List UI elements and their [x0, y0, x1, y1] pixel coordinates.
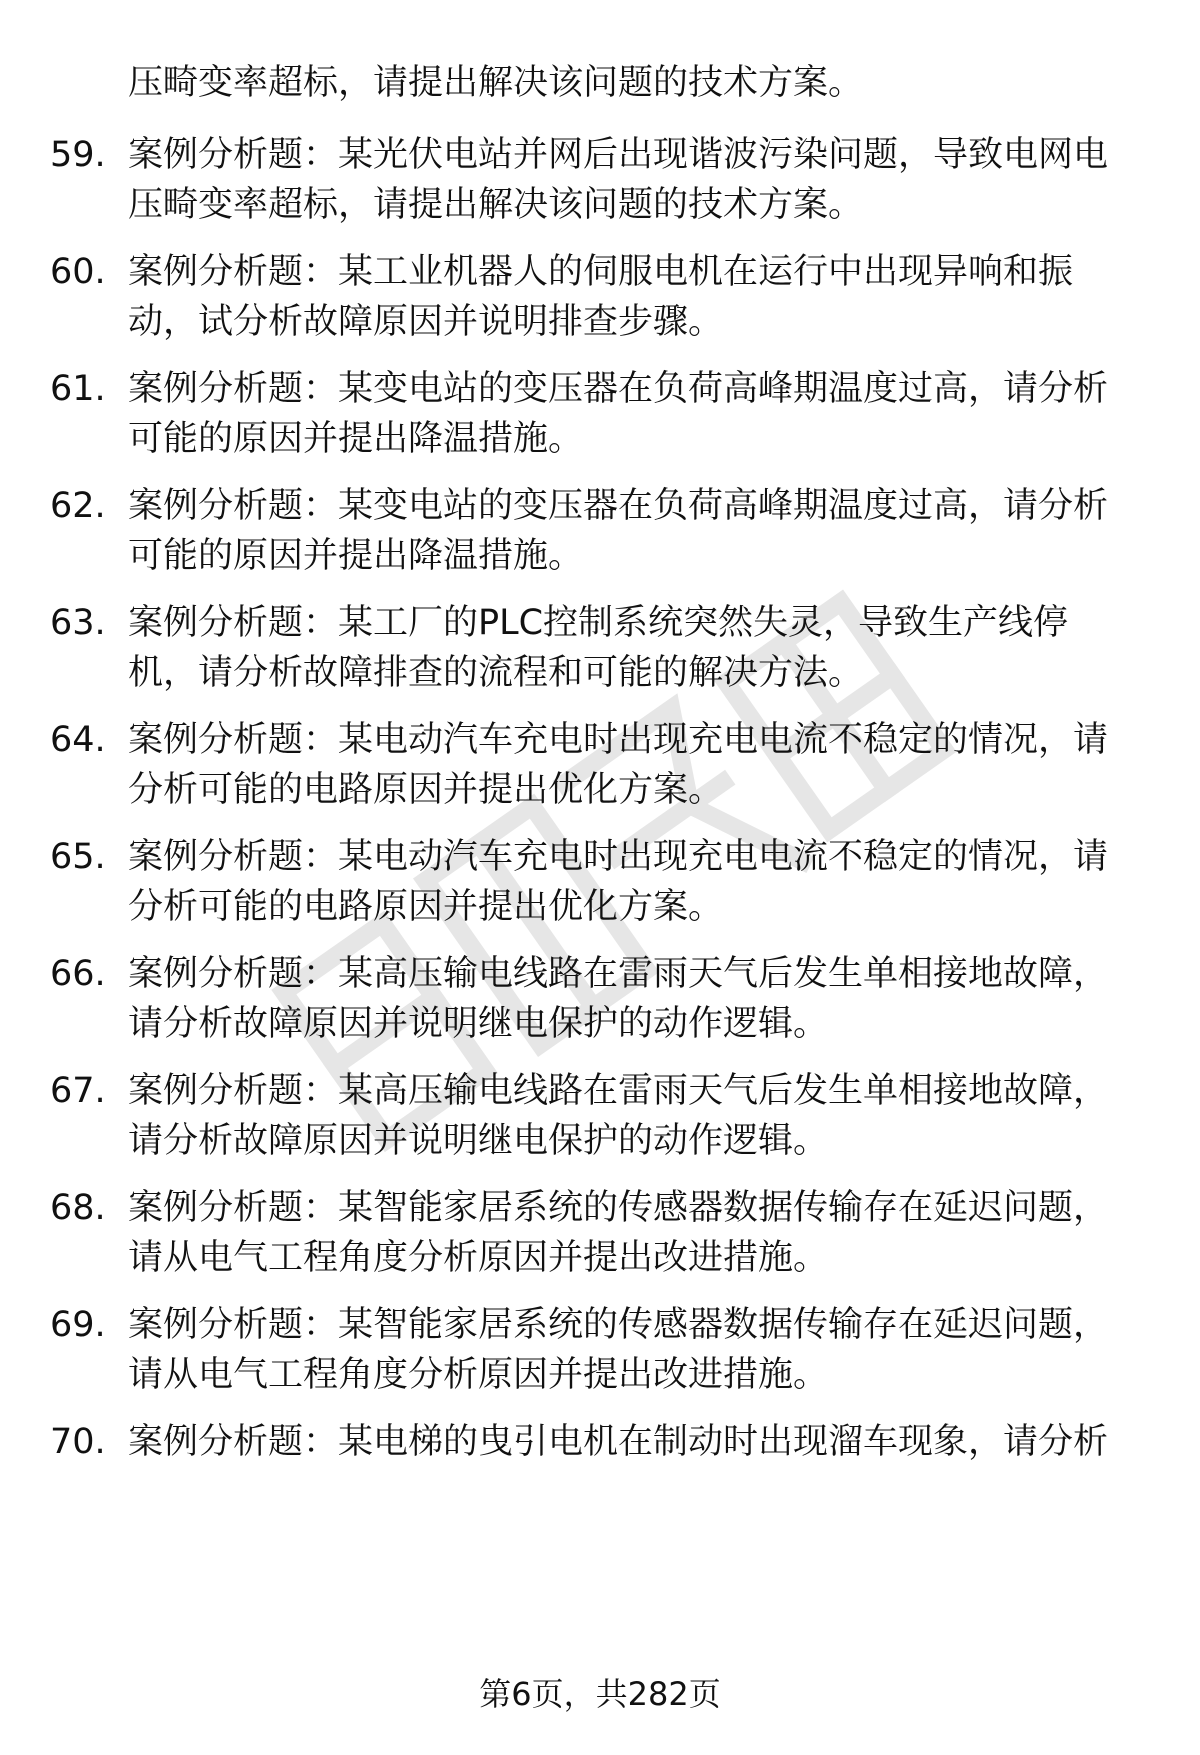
- question-text-line: 请分析故障原因并说明继电保护的动作逻辑。: [128, 1004, 829, 1044]
- question-text-line: 案例分析题：某变电站的变压器在负荷高峰期温度过高，请分析: [128, 486, 1109, 526]
- question-number: 64.: [50, 720, 106, 760]
- question-number: 63.: [50, 603, 106, 643]
- question-number: 67.: [50, 1071, 106, 1111]
- question-text-line: 案例分析题：某光伏电站并网后出现谐波污染问题，导致电网电: [128, 135, 1109, 175]
- question-text-line: 请从电气工程角度分析原因并提出改进措施。: [128, 1355, 829, 1395]
- question-text-line: 请分析故障原因并说明继电保护的动作逻辑。: [128, 1121, 829, 1161]
- question-text-line: 可能的原因并提出降温措施。: [128, 419, 584, 459]
- question-number: 68.: [50, 1188, 106, 1228]
- question-text-line: 案例分析题：某变电站的变压器在负荷高峰期温度过高，请分析: [128, 369, 1109, 409]
- question-number: 61.: [50, 369, 106, 409]
- page-number-footer: 第6页，共282页: [479, 1675, 721, 1713]
- question-text-line: 案例分析题：某工业机器人的伺服电机在运行中出现异响和振: [128, 252, 1074, 292]
- question-number: 69.: [50, 1305, 106, 1345]
- question-text-line: 案例分析题：某高压输电线路在雷雨天气后发生单相接地故障，: [128, 954, 1109, 994]
- question-text-line: 分析可能的电路原因并提出优化方案。: [128, 770, 724, 810]
- question-text-line: 案例分析题：某智能家居系统的传感器数据传输存在延迟问题，: [128, 1305, 1109, 1345]
- continued-question-text: 压畸变率超标，请提出解决该问题的技术方案。: [128, 63, 864, 103]
- question-text-line: 请从电气工程角度分析原因并提出改进措施。: [128, 1238, 829, 1278]
- question-text-line: 动，试分析故障原因并说明排查步骤。: [128, 302, 724, 342]
- question-text-line: 案例分析题：某高压输电线路在雷雨天气后发生单相接地故障，: [128, 1071, 1109, 1111]
- question-text-line: 压畸变率超标，请提出解决该问题的技术方案。: [128, 185, 864, 225]
- question-text-line: 案例分析题：某电动汽车充电时出现充电电流不稳定的情况，请: [128, 720, 1109, 760]
- question-text-line: 分析可能的电路原因并提出优化方案。: [128, 887, 724, 927]
- question-number: 65.: [50, 837, 106, 877]
- question-number: 60.: [50, 252, 106, 292]
- question-number: 62.: [50, 486, 106, 526]
- question-text-line: 可能的原因并提出降温措施。: [128, 536, 584, 576]
- question-number: 66.: [50, 954, 106, 994]
- question-number: 70.: [50, 1422, 106, 1462]
- question-text-line: 案例分析题：某电梯的曳引电机在制动时出现溜车现象，请分析: [128, 1422, 1109, 1462]
- question-text-line: 案例分析题：某电动汽车充电时出现充电电流不稳定的情况，请: [128, 837, 1109, 877]
- question-number: 59.: [50, 135, 106, 175]
- question-text-line: 机，请分析故障排查的流程和可能的解决方法。: [128, 653, 864, 693]
- question-text-line: 案例分析题：某工厂的PLC控制系统突然失灵，导致生产线停: [128, 603, 1069, 643]
- question-text-line: 案例分析题：某智能家居系统的传感器数据传输存在延迟问题，: [128, 1188, 1109, 1228]
